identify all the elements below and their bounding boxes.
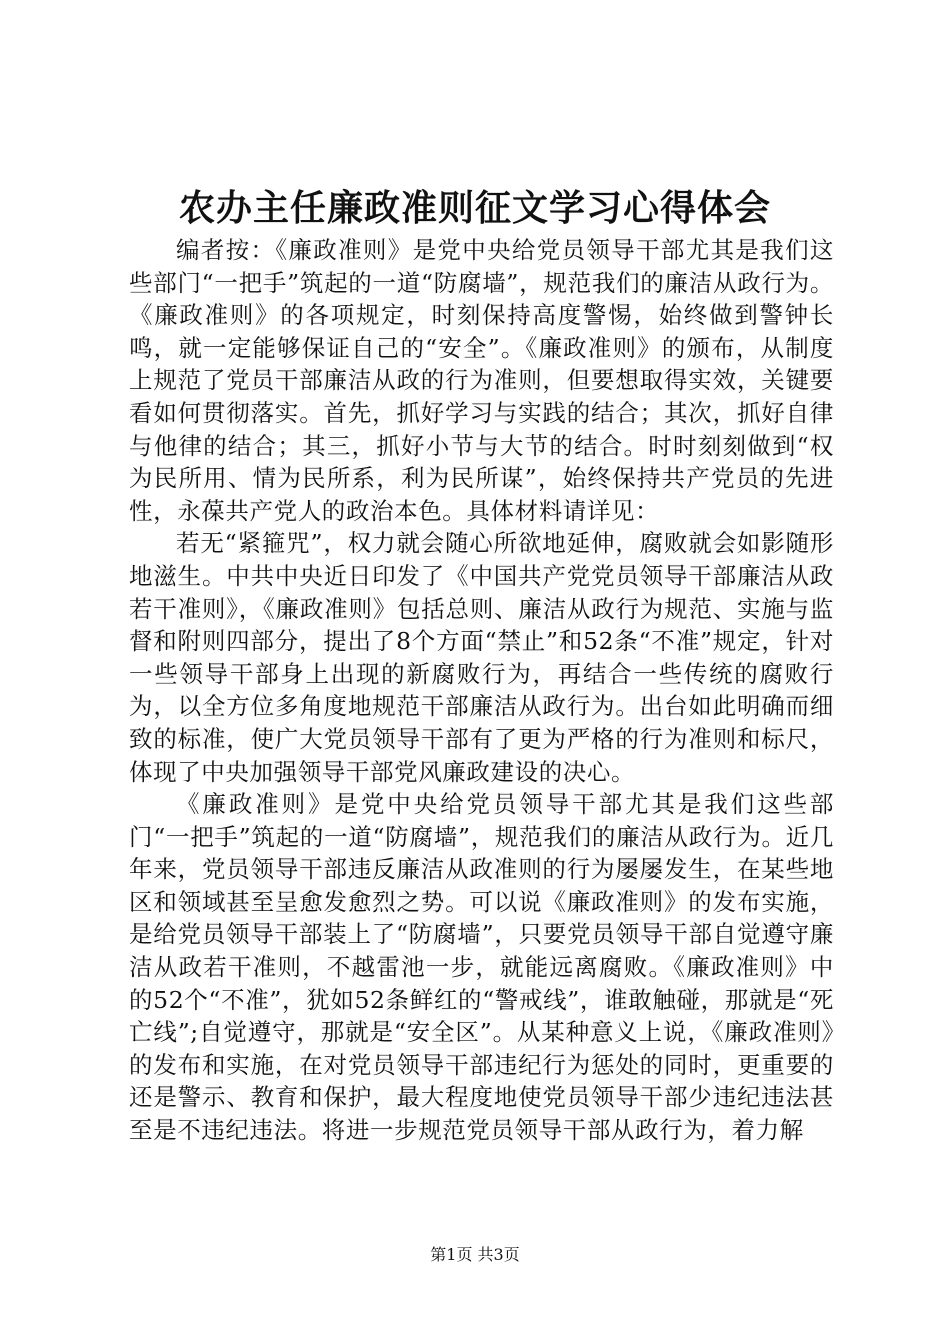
paragraph-1: 若无“紧箍咒”，权力就会随心所欲地延伸，腐败就会如影随形地滋生。中共中央近日印发了《中国共产党党员领导干部廉洁从政若干准则》，《廉政准则》包括总则、廉洁从政行为规范、实施与监督和附则四部分，提出了8个方面“禁止”和52条“不准”规定，针对一些领导干部身上出现的新腐败行为，再结合一些传统的腐败行为，以全方位多角度地规范干部廉洁从政行为。出台如此明确而细致的标准，使广大党员领导干部有了更为严格的行为准则和标尺，体现了中央加强领导干部党风廉政建设的决心。 <box>129 529 834 786</box>
document-body <box>129 234 834 1147</box>
paragraph-editor-note: 编者按：《廉政准则》是党中央给党员领导干部尤其是我们这些部门“一把手”筑起的一道“防腐墙”，规范我们的廉洁从政行为。《廉政准则》的各项规定，时刻保持高度警惕，始终做到警钟长鸣，就一定能够保证自己的“安全”。《廉政准则》的颁布，从制度上规范了党员干部廉洁从政的行为准则，但要想取得实效，关键要看如何贯彻落实。首先，抓好学习与实践的结合；其次，抓好自律与他律的结合；其三，抓好小节与大节的结合。时时刻刻做到“权为民所用、情为民所系，利为民所谋”，始终保持共产党员的先进性，永葆共产党人的政治本色。具体材料请详见： <box>129 236 834 525</box>
paragraph-2: 《廉政准则》是党中央给党员领导干部尤其是我们这些部门“一把手”筑起的一道“防腐墙”，规范我们的廉洁从政行为。近几年来，党员领导干部违反廉洁从政准则的行为屡屡发生，在某些地区和领域甚至呈愈发愈烈之势。可以说《廉政准则》的发布实施，是给党员领导干部装上了“防腐墙”，只要党员领导干部自觉遵守廉洁从政若干准则，不越雷池一步，就能远离腐败。《廉政准则》中的52个“不准”，犹如52条鲜红的“警戒线”，谁敢触碰，那就是“死亡线”;自觉遵守，那就是“安全区”。从某种意义上说，《廉政准则》的发布和实施，在对党员领导干部违纪行为惩处的同时，更重要的还是警示、教育和保护，最大程度地使党员领导干部少违纪违法甚至是不违纪违法。将进一步规范党员领导干部从政行为，着力解 <box>129 790 834 1145</box>
document-title: 农办主任廉政准则征文学习心得体会 <box>178 187 771 229</box>
page-footer: 第1页 共3页 <box>430 1245 520 1264</box>
